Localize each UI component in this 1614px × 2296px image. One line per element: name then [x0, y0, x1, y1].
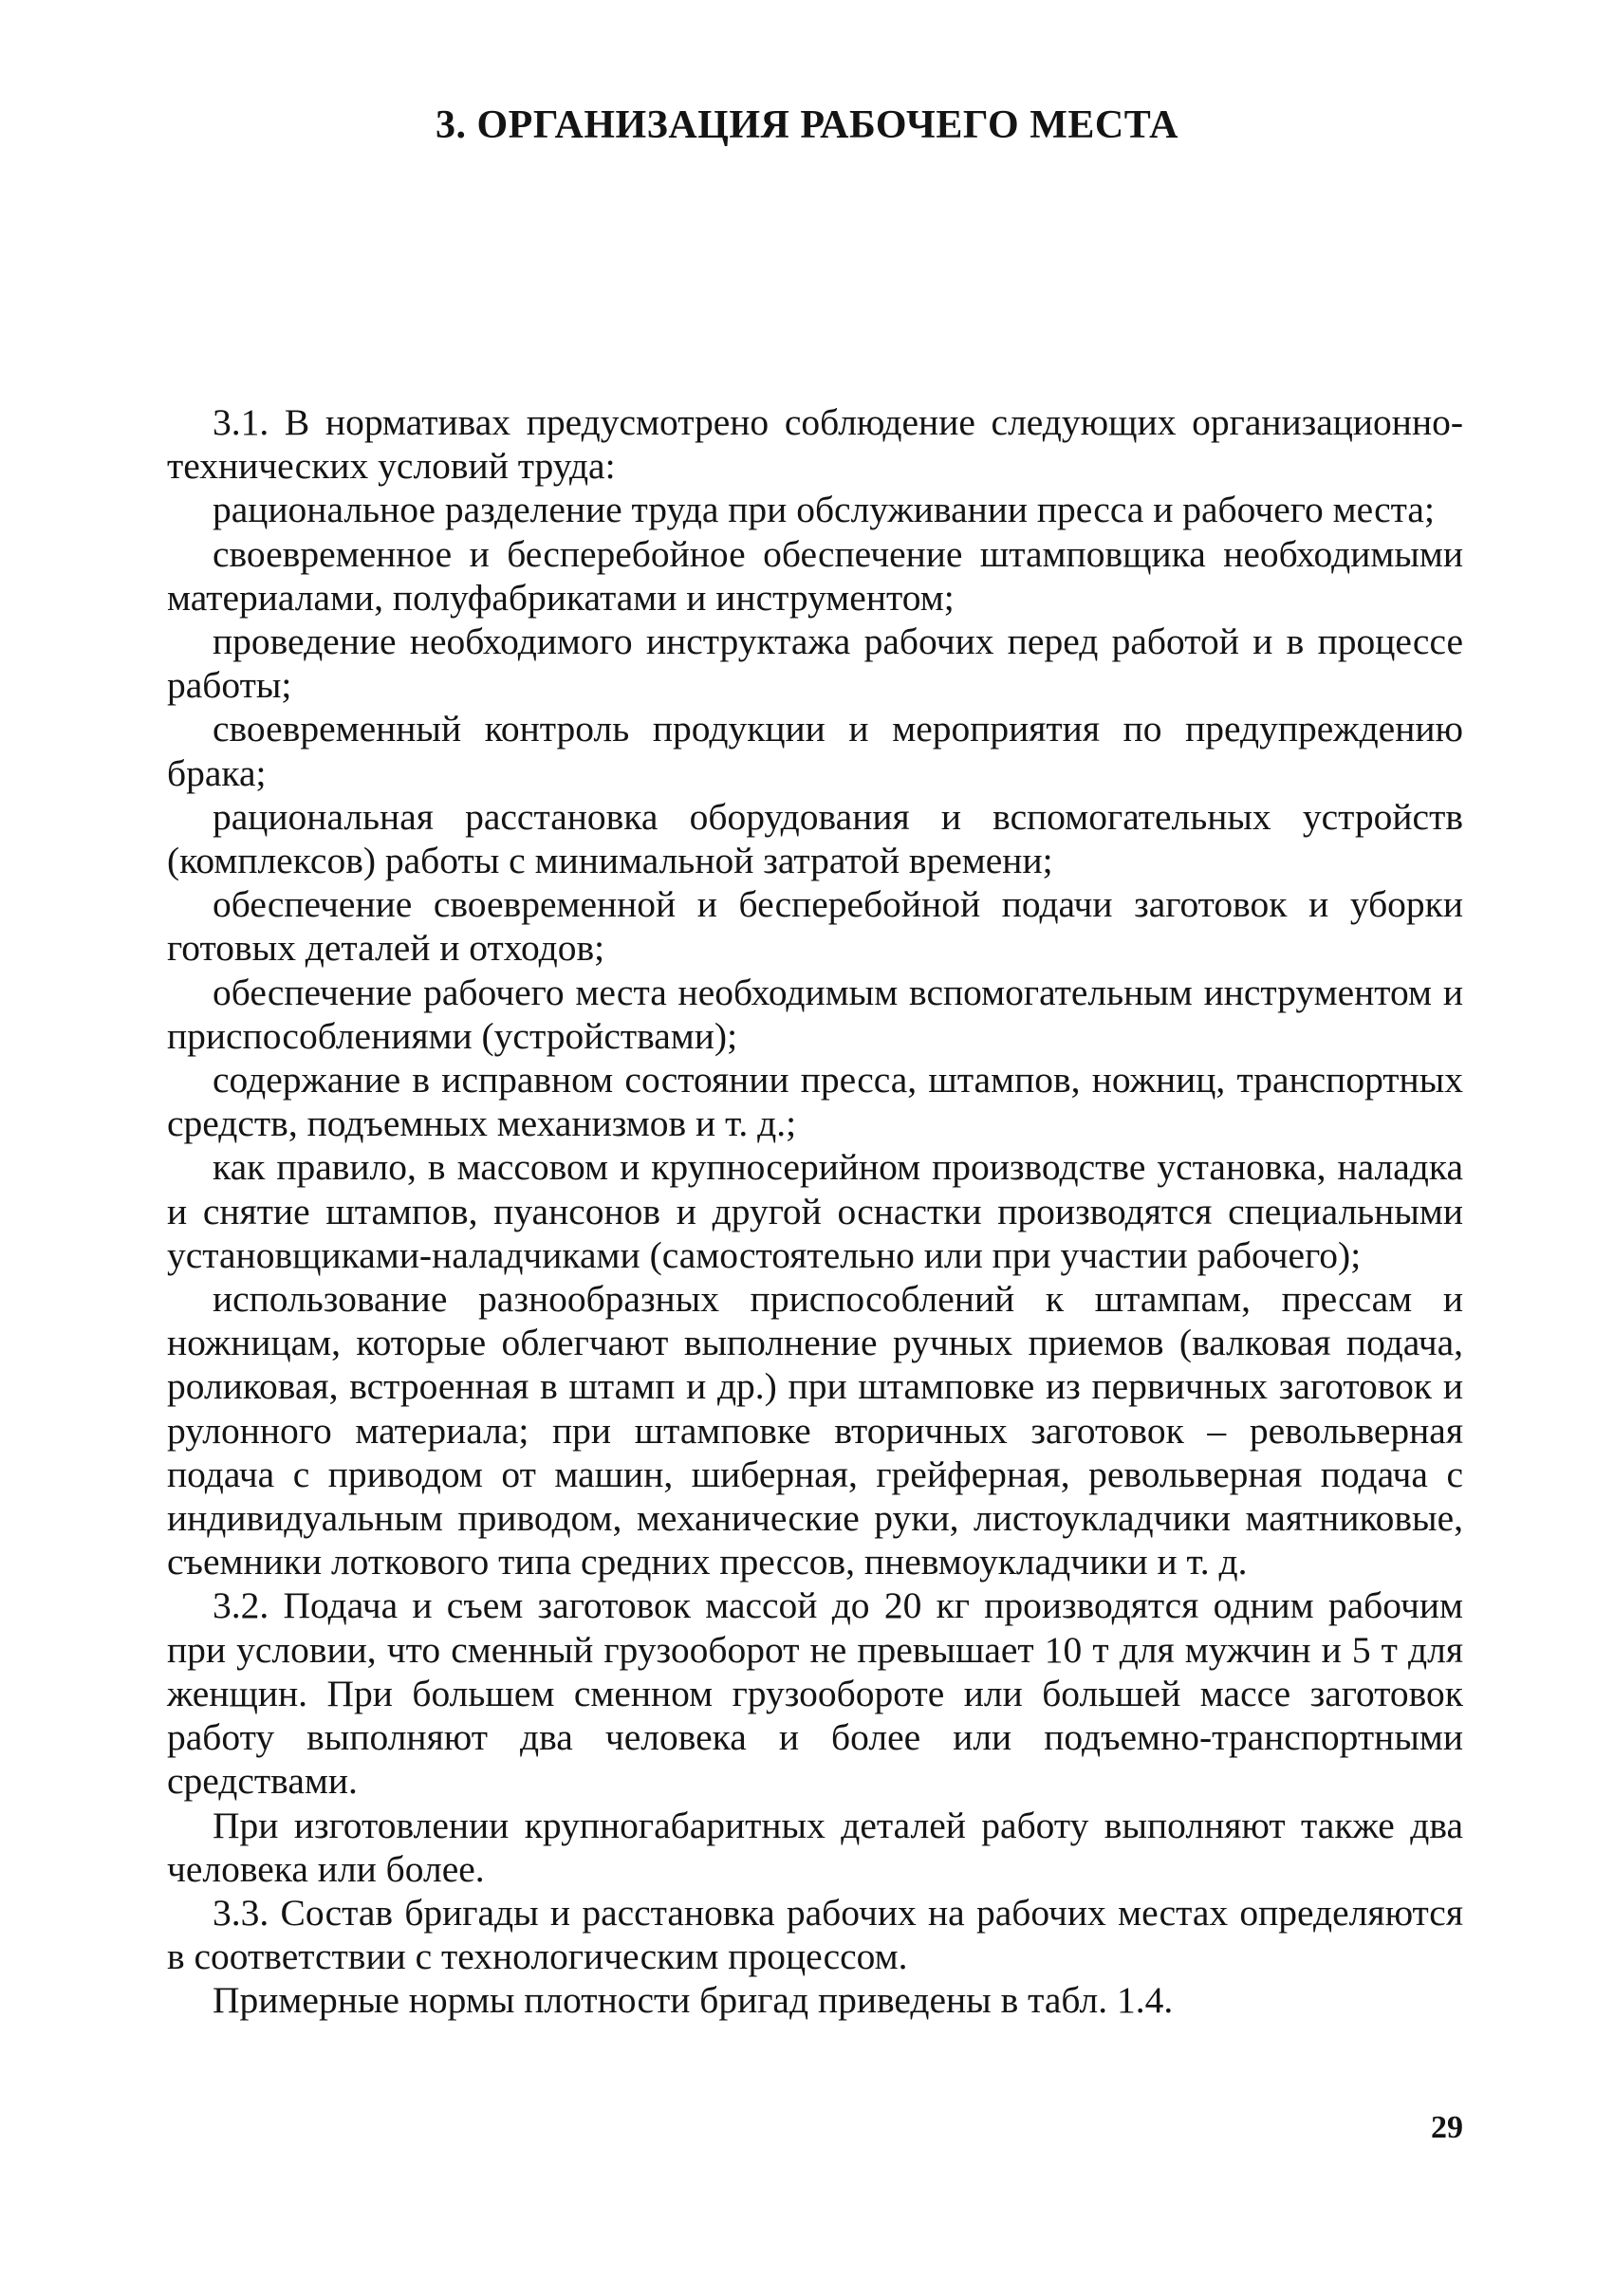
paragraph-quality-control: своевременный контроль продукции и мероприятия по предупреждению брака;: [167, 708, 1463, 794]
paragraph-division-of-labor: рациональное разделение труда при обслуживании пресса и рабочего места;: [213, 489, 1435, 531]
paragraph-large-parts: При изготовлении крупногабаритных деталей работу выполняют также два человека или более.: [167, 1804, 1463, 1890]
paragraph-blank-supply: обеспечение своевременной и бесперебойной подачи заготовок и уборки готовых деталей и отходов;: [167, 883, 1463, 970]
paragraph-3-1: 3.1. В нормативах предусмотрено соблюдение следующих организационно-технических условий труда:: [167, 401, 1463, 488]
paragraph-instruction: проведение необходимого инструктажа рабочих перед работой и в процессе работы;: [167, 620, 1463, 707]
paragraph-brigade-norms: Примерные нормы плотности бригад приведены в табл. 1.4.: [213, 1979, 1174, 2022]
section-body: [167, 400, 1463, 2023]
paragraph-fixtures: использование разнообразных приспособлений к штампам, прессам и ножницам, которые облегчают выполнение ручных приемов (валковая подача, роликовая, встроенная в штамп и др.) при штамповке из первичных заготовок и рулонного материала; при штамповке вторичных заготовок – револьверная подача с приводом от машин, шиберная, грейферная, револьверная подача с индивидуальным приводом, механические руки, листоукладчики маятниковые, съемники лоткового типа средних прессов, пневмоукладчики и т. д.: [167, 1278, 1463, 1583]
paragraph-3-2: 3.2. Подача и съем заготовок массой до 20 кг производятся одним рабочим при условии, что сменный грузооборот не превышает 10 т для мужчин и 5 т для женщин. При большем сменном грузообороте или большей массе заготовок работу выполняют два человека и более или подъемно-транспортными средствами.: [167, 1584, 1463, 1803]
paragraph-auxiliary-tools: обеспечение рабочего места необходимым вспомогательным инструментом и приспособлениями (устройствами);: [167, 971, 1463, 1057]
paragraph-die-setup: как правило, в массовом и крупносерийном производстве установка, наладка и снятие штампов, пуансонов и другой оснастки производятся специальными установщиками-наладчиками (самостоятельно или при участии рабочего);: [167, 1146, 1463, 1276]
paragraph-equipment-layout: рациональная расстановка оборудования и вспомогательных устройств (комплексов) работы с минимальной затратой времени;: [167, 795, 1463, 882]
section-title: 3. ОРГАНИЗАЦИЯ РАБОЧЕГО МЕСТА: [436, 103, 1178, 147]
paragraph-3-3: 3.3. Состав бригады и расстановка рабочих на рабочих местах определяются в соответствии с технологическим процессом.: [167, 1891, 1463, 1978]
paragraph-maintenance: содержание в исправном состоянии пресса, штампов, ножниц, транспортных средств, подъемных механизмов и т. д.;: [167, 1059, 1463, 1145]
page-number: 29: [1431, 2110, 1463, 2145]
paragraph-supply-materials: своевременное и бесперебойное обеспечение штамповщика необходимыми материалами, полуфабрикатами и инструментом;: [167, 532, 1463, 619]
